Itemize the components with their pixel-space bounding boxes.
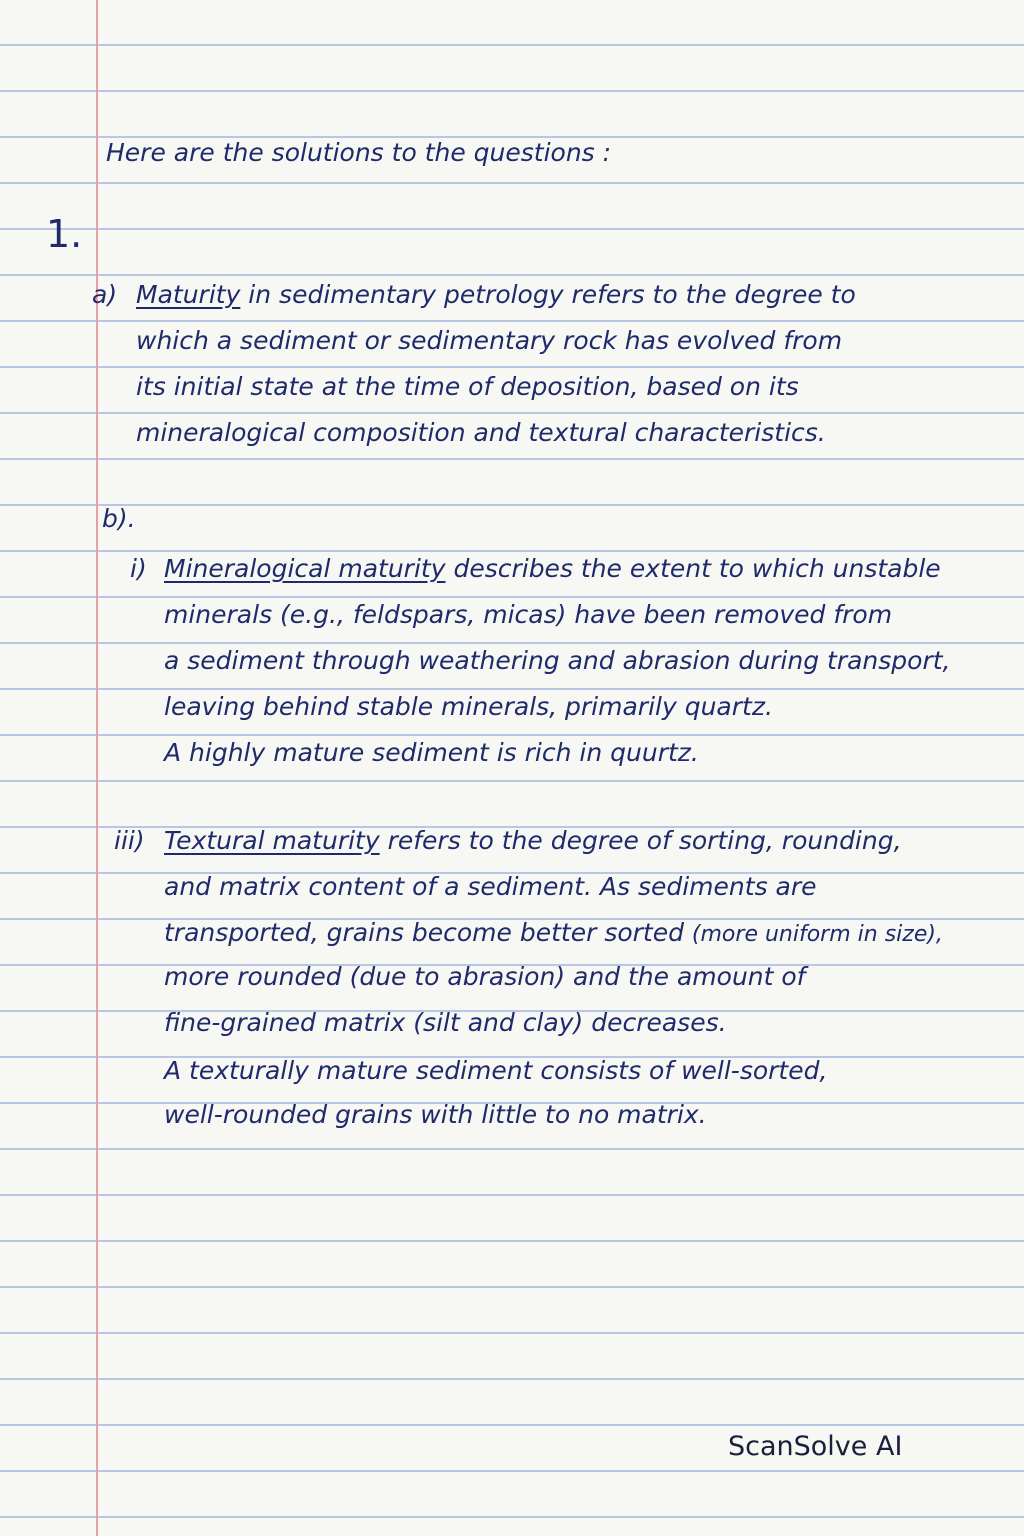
term-maturity: Maturity bbox=[136, 280, 241, 309]
part-b-iii-line-2: and matrix content of a sediment. As sediments are bbox=[164, 872, 817, 901]
part-b-iii-label: iii) bbox=[114, 826, 145, 855]
term-mineralogical-maturity: Mineralogical maturity bbox=[164, 554, 446, 583]
part-b-iii-line-3: transported, grains become better sorted (more uniform in size), bbox=[164, 918, 943, 947]
term-textural-maturity: Textural maturity bbox=[164, 826, 380, 855]
part-b-i-label: i) bbox=[130, 554, 147, 583]
part-b-label: b). bbox=[102, 504, 136, 533]
margin-line bbox=[96, 0, 98, 1536]
part-b-i-line-2: minerals (e.g., feldspars, micas) have been removed from bbox=[164, 600, 893, 629]
part-b-iii-line-7: well-rounded grains with little to no matrix. bbox=[164, 1100, 707, 1129]
part-b-iii-line-1: Textural maturity refers to the degree of sorting, rounding, bbox=[164, 826, 902, 855]
part-b-i-line-3: a sediment through weathering and abrasion during transport, bbox=[164, 646, 951, 675]
part-a-line-2: which a sediment or sedimentary rock has evolved from bbox=[136, 326, 843, 355]
part-b-iii-line-5: fine-grained matrix (silt and clay) decreases. bbox=[164, 1008, 727, 1037]
signature: ScanSolve AI bbox=[728, 1431, 903, 1462]
part-b-i-line-4: leaving behind stable minerals, primarily quartz. bbox=[164, 692, 773, 721]
intro-text: Here are the solutions to the questions : bbox=[106, 138, 612, 167]
part-a-line-1: Maturity in sedimentary petrology refers to the degree to bbox=[136, 280, 856, 309]
parenthetical-note: (more uniform in size), bbox=[691, 922, 943, 947]
part-a-line-3: its initial state at the time of deposition, based on its bbox=[136, 372, 799, 401]
part-b-i-line-5: A highly mature sediment is rich in quurtz. bbox=[164, 738, 699, 767]
question-number: 1. bbox=[46, 212, 83, 256]
part-a-label: a) bbox=[92, 280, 118, 309]
part-b-iii-line-4: more rounded (due to abrasion) and the amount of bbox=[164, 962, 806, 991]
part-b-i-line-1: Mineralogical maturity describes the extent to which unstable bbox=[164, 554, 941, 583]
part-a-line-4: mineralogical composition and textural characteristics. bbox=[136, 418, 826, 447]
part-b-iii-line-6: A texturally mature sediment consists of well-sorted, bbox=[164, 1056, 828, 1085]
